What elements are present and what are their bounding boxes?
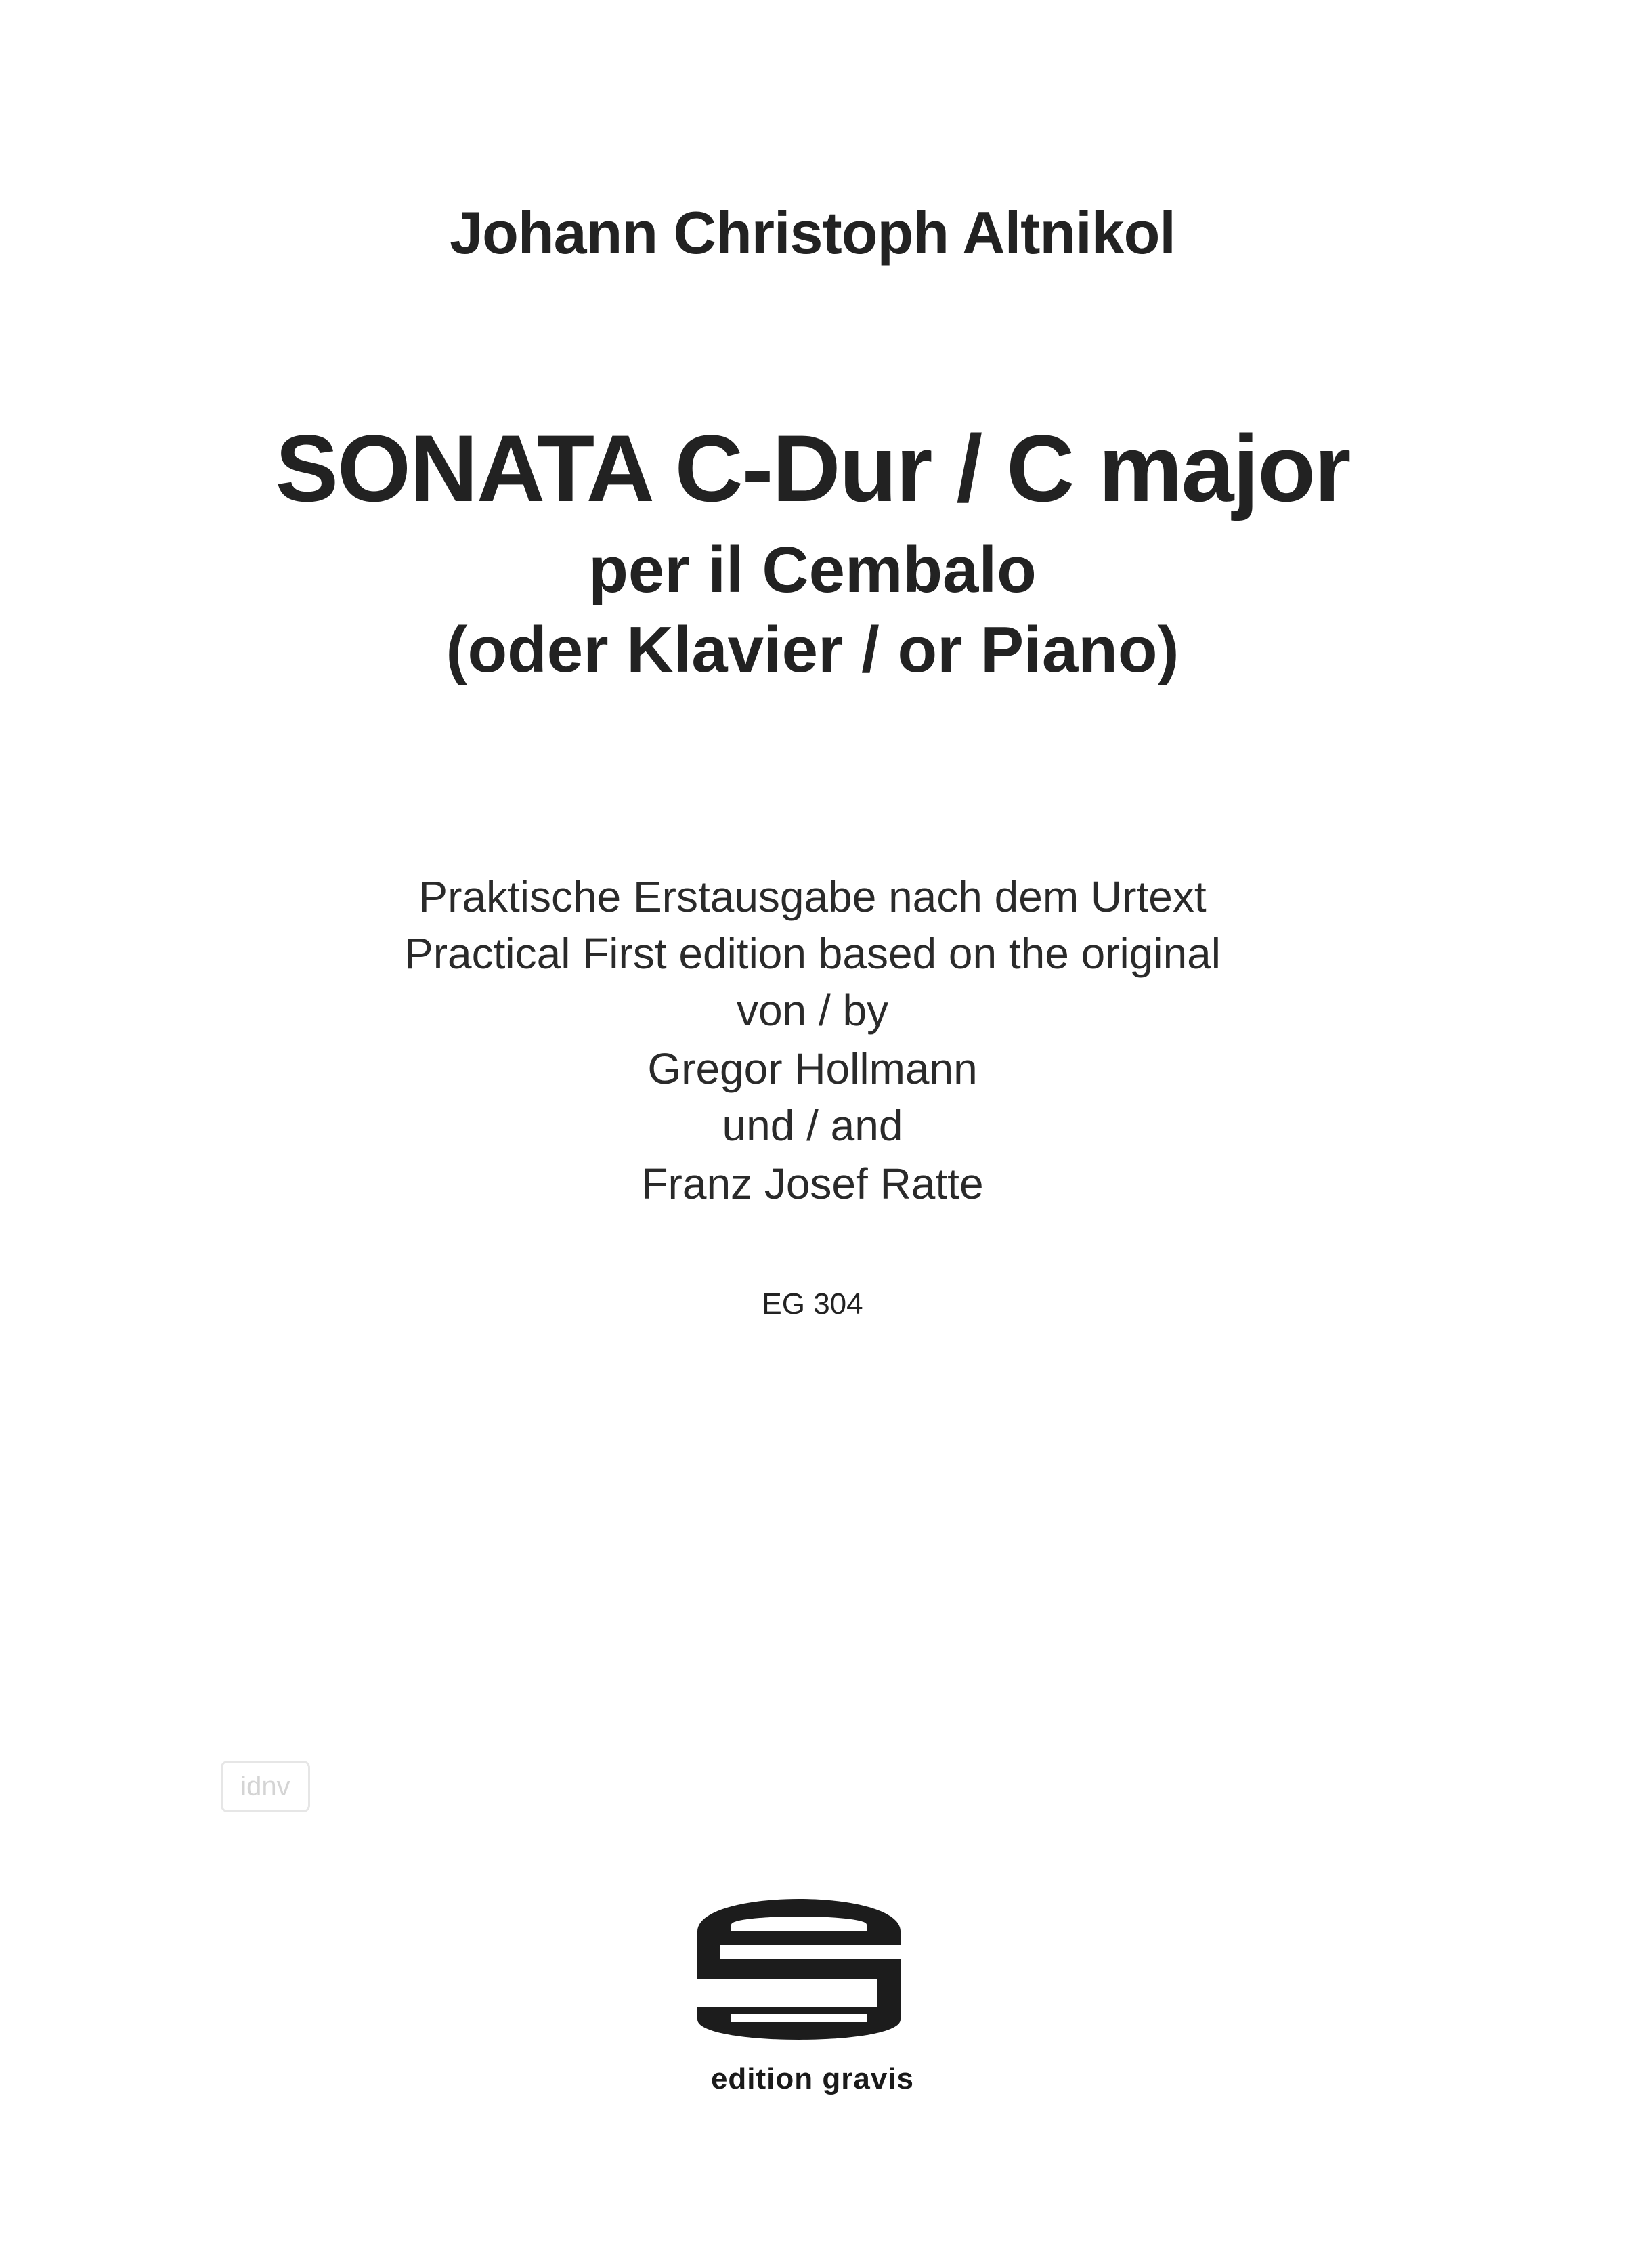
editor-and-label: und / and (722, 1101, 903, 1150)
editor-name-2: Franz Josef Ratte (641, 1159, 984, 1208)
editor-by-label: von / by (736, 986, 889, 1035)
subtitle-instrument: per il Cembalo (588, 534, 1037, 606)
editor-name-1: Gregor Hollmann (647, 1044, 978, 1093)
edition-description-english: Practical First edition based on the original (404, 929, 1221, 978)
watermark-badge: idnv (221, 1761, 310, 1812)
edition-description-german: Praktische Erstausgabe nach dem Urtext (418, 872, 1207, 921)
page-title: SONATA C-Dur / C major (275, 415, 1350, 521)
edition-gravis-logo-icon (684, 1869, 914, 2052)
subtitle-alternative-instrument: (oder Klavier / or Piano) (446, 614, 1179, 686)
composer-name: Johann Christoph Altnikol (450, 199, 1175, 266)
publisher-name: edition gravis (710, 2062, 915, 2095)
catalog-number: EG 304 (762, 1287, 863, 1321)
